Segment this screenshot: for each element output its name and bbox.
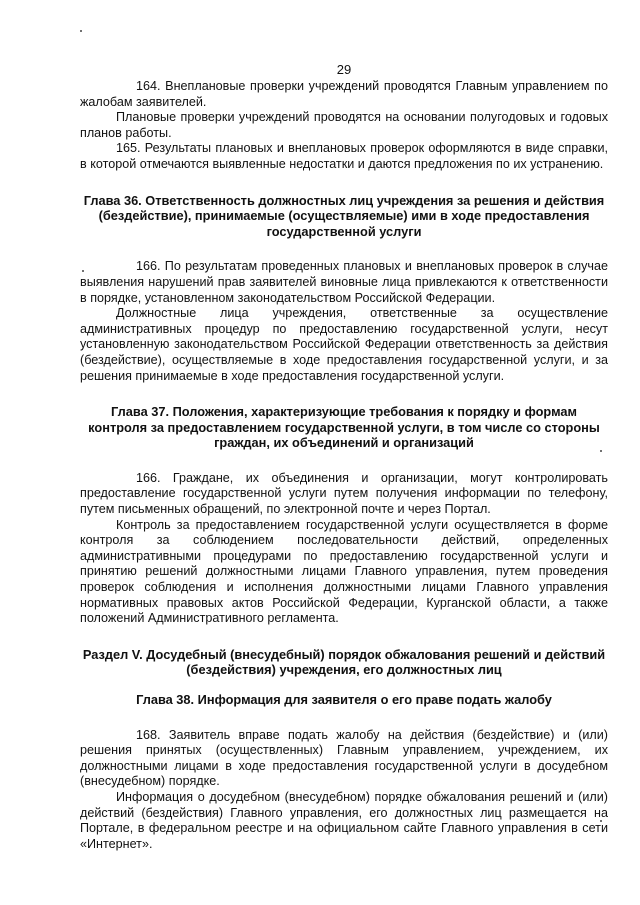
chapter-38-heading: Глава 38. Информация для заявителя о его праве подать жалобу xyxy=(136,692,552,707)
paragraph-168: 168. Заявитель вправе подать жалобу на действия (бездействие) и (или) решения принятых (осуществленных) Главным управлением, учреждением, их должностными лицами в ходе предоставления государственной услуги в досудебном (внесудебном) порядке. xyxy=(80,727,608,789)
document-page xyxy=(80,62,608,852)
paragraph-168-info: Информация о досудебном (внесудебном) порядке обжалования решений и (или) действий (бездействия) Главного управления, его должностных лиц размещается на Портале, в федеральном реестре и на официальном сайте Главного управления в сети «Интернет». xyxy=(80,789,608,851)
paragraph-164-planned: Плановые проверки учреждений проводятся на основании полугодовых и годовых планов работы. xyxy=(80,110,608,140)
paragraph-165: 165. Результаты плановых и внеплановых проверок оформляются в виде справки, в которой отмечаются выявленные недостатки и даются предложения по их устранению. xyxy=(80,141,608,171)
section-v-heading: Раздел V. Досудебный (внесудебный) порядок обжалования решений и действий (бездействия) учреждения, его должностных лиц xyxy=(82,646,606,678)
scan-speck xyxy=(80,30,82,32)
chapter-36-heading: Глава 36. Ответственность должностных лиц учреждения за решения и действия (бездействие), принимаемые (осуществляемые) ими в ходе предоставления государственной услуги xyxy=(83,192,605,239)
page-number: 29 xyxy=(336,62,352,77)
paragraph-166: 166. По результатам проведенных плановых и внеплановых проверок в случае выявления нарушений прав заявителей виновные лица привлекаются к ответственности в порядке, установленном законодательством Российской Федерации. xyxy=(80,259,608,305)
paragraph-164: 164. Внеплановые проверки учреждений проводятся Главным управлением по жалобам заявителей. xyxy=(80,79,608,109)
chapter-37-heading: Глава 37. Положения, характеризующие требования к порядку и формам контроля за предоставлением государственной услуги, в том числе со стороны граждан, их объединений и организаций xyxy=(88,404,600,451)
paragraph-166-officials: Должностные лица учреждения, ответственные за осуществление административных процедур по предоставлению государственной услуги, несут установленную законодательством Российской Федерации ответственность за действия (бездействие), осуществляемые в ходе предоставления государственной услуги, и за решения принимаемые в ходе предоставления государственной услуги. xyxy=(80,306,608,383)
paragraph-166-citizens: 166. Граждане, их объединения и организации, могут контролировать предоставление государственной услуги путем получения информации по телефону, путем письменных обращений, по электронной почте и через Портал. xyxy=(80,470,608,517)
paragraph-control-form: Контроль за предоставлением государственной услуги осуществляется в форме контроля за соблюдением последовательности действий, определенных административными процедурами по предоставлению государственной услуги и принятию решений должностными лицами Главного управления, путем проведения проверок соблюдения и исполнения должностными лицами Главного управления нормативных правовых актов Российской Федерации, Курганской области, а также положений Административного регламента. xyxy=(80,517,608,626)
